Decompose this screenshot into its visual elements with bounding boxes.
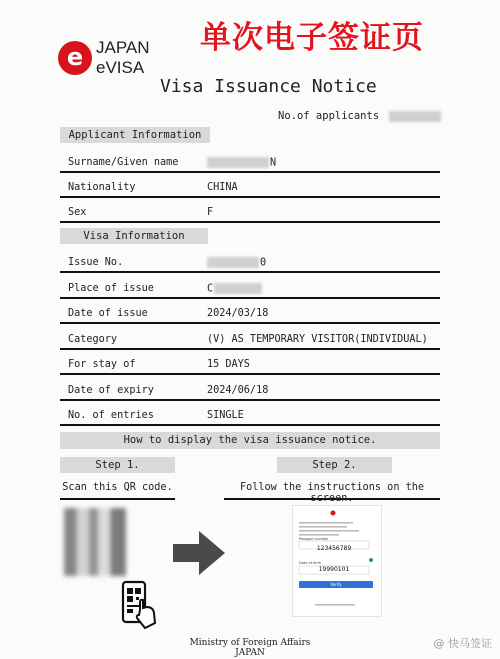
- row-name: [60, 146, 440, 173]
- redacted-applicant-count: [389, 111, 441, 122]
- row-value: [207, 257, 266, 269]
- phone-scan-icon: [120, 580, 160, 630]
- applicant-section-header: Applicant Information: [60, 127, 210, 143]
- row-expiry: [60, 374, 440, 401]
- row-value: [207, 157, 276, 169]
- step2-header: Step 2.: [277, 457, 392, 473]
- name-value-tail: N: [270, 157, 277, 168]
- screen-passport-value: 123456789: [316, 545, 352, 552]
- logo-text-evisa: eVISA: [96, 58, 145, 77]
- step1-header: Step 1.: [60, 457, 175, 473]
- footer-ministry: Ministry of Foreign Affairs: [189, 638, 311, 648]
- evisa-logo-mark: e: [58, 41, 92, 75]
- redacted-name: [207, 157, 269, 168]
- redacted-issue-no: [207, 257, 259, 268]
- row-label: Sex: [68, 207, 87, 218]
- row-value: 15 DAYS: [207, 359, 250, 370]
- screen-logo-icon: [331, 511, 336, 516]
- screen-dob-value: 19990101: [318, 566, 350, 573]
- row-entries: [60, 399, 440, 426]
- row-label: Category: [68, 334, 118, 345]
- issue-no-tail: 0: [260, 257, 267, 268]
- japan-evisa-logo: [58, 38, 168, 83]
- row-issue-no: [60, 246, 440, 273]
- row-label: Date of issue: [68, 308, 148, 319]
- watermark: @ 快马签证: [433, 637, 492, 650]
- single-evisa-banner: 单次电子签证页: [200, 20, 424, 56]
- row-label: No. of entries: [68, 410, 154, 421]
- row-label: Place of issue: [68, 283, 154, 294]
- footer-country: JAPAN: [235, 648, 265, 658]
- row-category: [60, 323, 440, 350]
- redacted-place: [214, 283, 262, 294]
- row-value: (V) AS TEMPORARY VISITOR(INDIVIDUAL): [207, 334, 428, 345]
- screen-verify-button: Verify: [330, 582, 342, 587]
- row-sex: [60, 196, 440, 223]
- row-value: SINGLE: [207, 410, 244, 421]
- row-nationality: [60, 171, 440, 198]
- row-place-of-issue: [60, 272, 440, 299]
- logo-text-japan: JAPAN: [96, 38, 150, 57]
- row-date-of-issue: [60, 297, 440, 324]
- right-arrow-icon: [173, 531, 225, 575]
- row-value: 2024/06/18: [207, 385, 269, 396]
- row-value: CHINA: [207, 182, 238, 193]
- row-stay: [60, 348, 440, 375]
- step1-instruction: Scan this QR code.: [60, 482, 175, 500]
- phone-screen-preview: [292, 505, 382, 617]
- applicants-label: No.of applicants: [278, 110, 380, 122]
- row-label: Surname/Given name: [68, 157, 179, 168]
- visa-section-header: Visa Information: [60, 228, 208, 244]
- row-label: For stay of: [68, 359, 136, 370]
- row-label: Nationality: [68, 182, 136, 193]
- row-label: Date of expiry: [68, 385, 154, 396]
- row-value: [207, 283, 262, 295]
- row-value: F: [207, 207, 214, 218]
- screen-field2-label: Date of birth: [299, 561, 322, 565]
- row-label: Issue No.: [68, 257, 124, 268]
- notice-title: Visa Issuance Notice: [160, 76, 377, 97]
- row-value: 2024/03/18: [207, 308, 269, 319]
- screen-field1-label: Passport number: [299, 537, 329, 541]
- applicants-count: [278, 110, 441, 122]
- howto-header: How to display the visa issuance notice.: [60, 432, 440, 449]
- qr-code[interactable]: [64, 508, 126, 576]
- place-value-head: C: [207, 283, 214, 294]
- step2-instruction: Follow the instructions on the screen.: [224, 482, 440, 500]
